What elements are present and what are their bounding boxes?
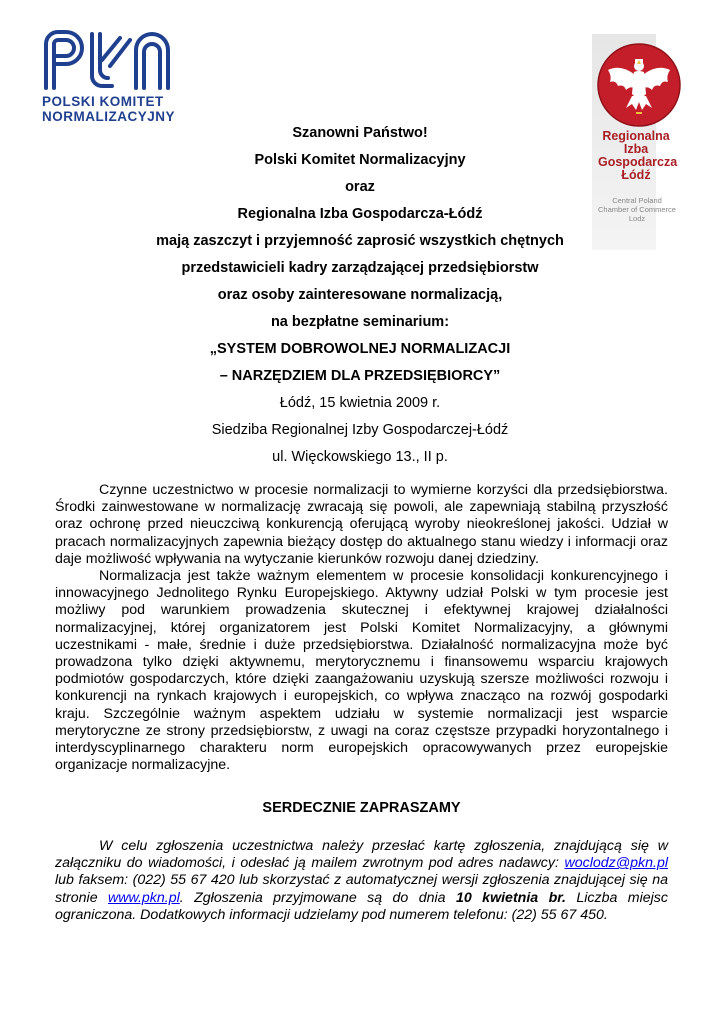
- rig-name-line: Łódź: [621, 168, 651, 182]
- registration-deadline: 10 kwietnia br.: [455, 889, 566, 906]
- paragraph: Normalizacja jest także ważnym elementem w procesie konsolidacji konkurencyjnego i innowacyjnego Jednolitego Rynku Europejskiego. Aktywny udział Polski w tym procesie jest możliwy pod warunkiem prowadzenia skutecznej i efektywnej krajowej działalności normalizacyjnej, której organizatorem jest Polski Komitet Normalizacyjny, a głównymi uczestnikami - małe, średnie i duże przedsiębiorstwa. Działalność normalizacyjna może być prowadzona tylko dzięki aktywnemu, merytorycznemu i finansowemu wsparciu krajowych podmiotów gospodarczych, które dzięki zaangażowaniu uzyskują szersze możliwości rozwoju i konkurencji na rynkach krajowych i europejskich, co wpływa znacząco na rozwój gospodarki kraju. Szczególnie ważnym aspektem udziału w systemie normalizacji jest wsparcie merytoryczne ze strony przedsiębiorstw, z uwagi na coraz częstsze przypadki horyzontalnego i interdyscyplinarnego charakteru norm europejskich opracowywanych przez europejskie organizacje normalizacyjne.: [55, 568, 668, 774]
- invitation-line: na bezpłatne seminarium:: [270, 314, 450, 330]
- event-date: Łódź, 15 kwietnia 2009 r.: [279, 395, 441, 411]
- pkn-logo-mark: [40, 30, 186, 90]
- invitation-line: mają zaszczyt i przyjemność zaprosić wszystkich chętnych: [156, 233, 564, 249]
- pkn-logo: [40, 30, 190, 124]
- registration-paragraph: [55, 838, 668, 924]
- website-link[interactable]: www.pkn.pl: [108, 889, 180, 906]
- rig-name-line: Gospodarcza: [598, 155, 678, 169]
- invitation-line: przedstawicieli kadry zarządzającej przedsiębiorstw: [181, 260, 539, 276]
- rig-english-line: Lodz: [628, 214, 646, 223]
- conjunction: oraz: [345, 179, 375, 195]
- organizer-rig: Regionalna Izba Gospodarcza-Łódź: [237, 206, 483, 222]
- rig-name-line: Regionalna: [602, 129, 670, 143]
- email-link[interactable]: woclodz@pkn.pl: [564, 855, 668, 872]
- invitation-header: [85, 120, 635, 471]
- rig-name-line: Izba: [623, 142, 649, 156]
- eagle-emblem-icon: [594, 42, 684, 128]
- rig-english-line: Central Poland: [612, 196, 662, 205]
- registration-text: lub faksem: (022) 55 67 420 lub skorzystać z automatycznej wersji zgłoszenia znajdującej się na stronie: [55, 872, 668, 906]
- invitation-line: oraz osoby zainteresowane normalizacją,: [217, 287, 503, 303]
- registration-text: Liczba miejsc ograniczona. Dodatkowych informacji udzielamy pod numerem telefonu: (22) 55 67 450.: [55, 889, 668, 923]
- body-text: [55, 482, 668, 774]
- paragraph: Czynne uczestnictwo w procesie normalizacji to wymierne korzyści dla przedsiębiorstwa. Środki zainwestowane w normalizację zwracają się powoli, ale zapewniają stabilną przyszłość oraz ochronę przed nieuczciwą konkurencją oferującą wyroby nieokreślonej jakości. Udział w pracach normalizacyjnych zapewnia bieżący dostęp do aktualnego stanu wiedzy i informacji oraz daje możliwość wpływania na wytyczanie kierunków rozwoju danej dziedziny.: [55, 482, 668, 567]
- seminar-subtitle: – NARZĘDZIEM DLA PRZEDSIĘBIORCY”: [219, 368, 501, 384]
- rig-english-line: Chamber of Commerce: [598, 205, 676, 214]
- organizer-pkn: Polski Komitet Normalizacyjny: [254, 152, 466, 168]
- event-venue: Siedziba Regionalnej Izby Gospodarczej-Łódź: [211, 422, 509, 438]
- registration-text: . Zgłoszenia przyjmowane są do dnia: [179, 889, 456, 906]
- salutation: Szanowni Państwo!: [292, 125, 428, 141]
- event-address: ul. Więckowskiego 13., II p.: [272, 449, 448, 465]
- closing-heading: SERDECZNIE ZAPRASZAMY: [262, 800, 461, 816]
- seminar-title: „SYSTEM DOBROWOLNEJ NORMALIZACJI: [209, 341, 511, 357]
- pkn-logo-line2: NORMALIZACYJNY: [42, 109, 176, 124]
- pkn-logo-line1: POLSKI KOMITET: [42, 94, 164, 109]
- registration-info: [55, 838, 668, 924]
- registration-text: W celu zgłoszenia uczestnictwa należy przesłać kartę zgłoszenia, znajdującą się w załączniku do wiadomości, i odesłać ją mailem zwrotnym pod adres nadawcy:: [55, 838, 668, 872]
